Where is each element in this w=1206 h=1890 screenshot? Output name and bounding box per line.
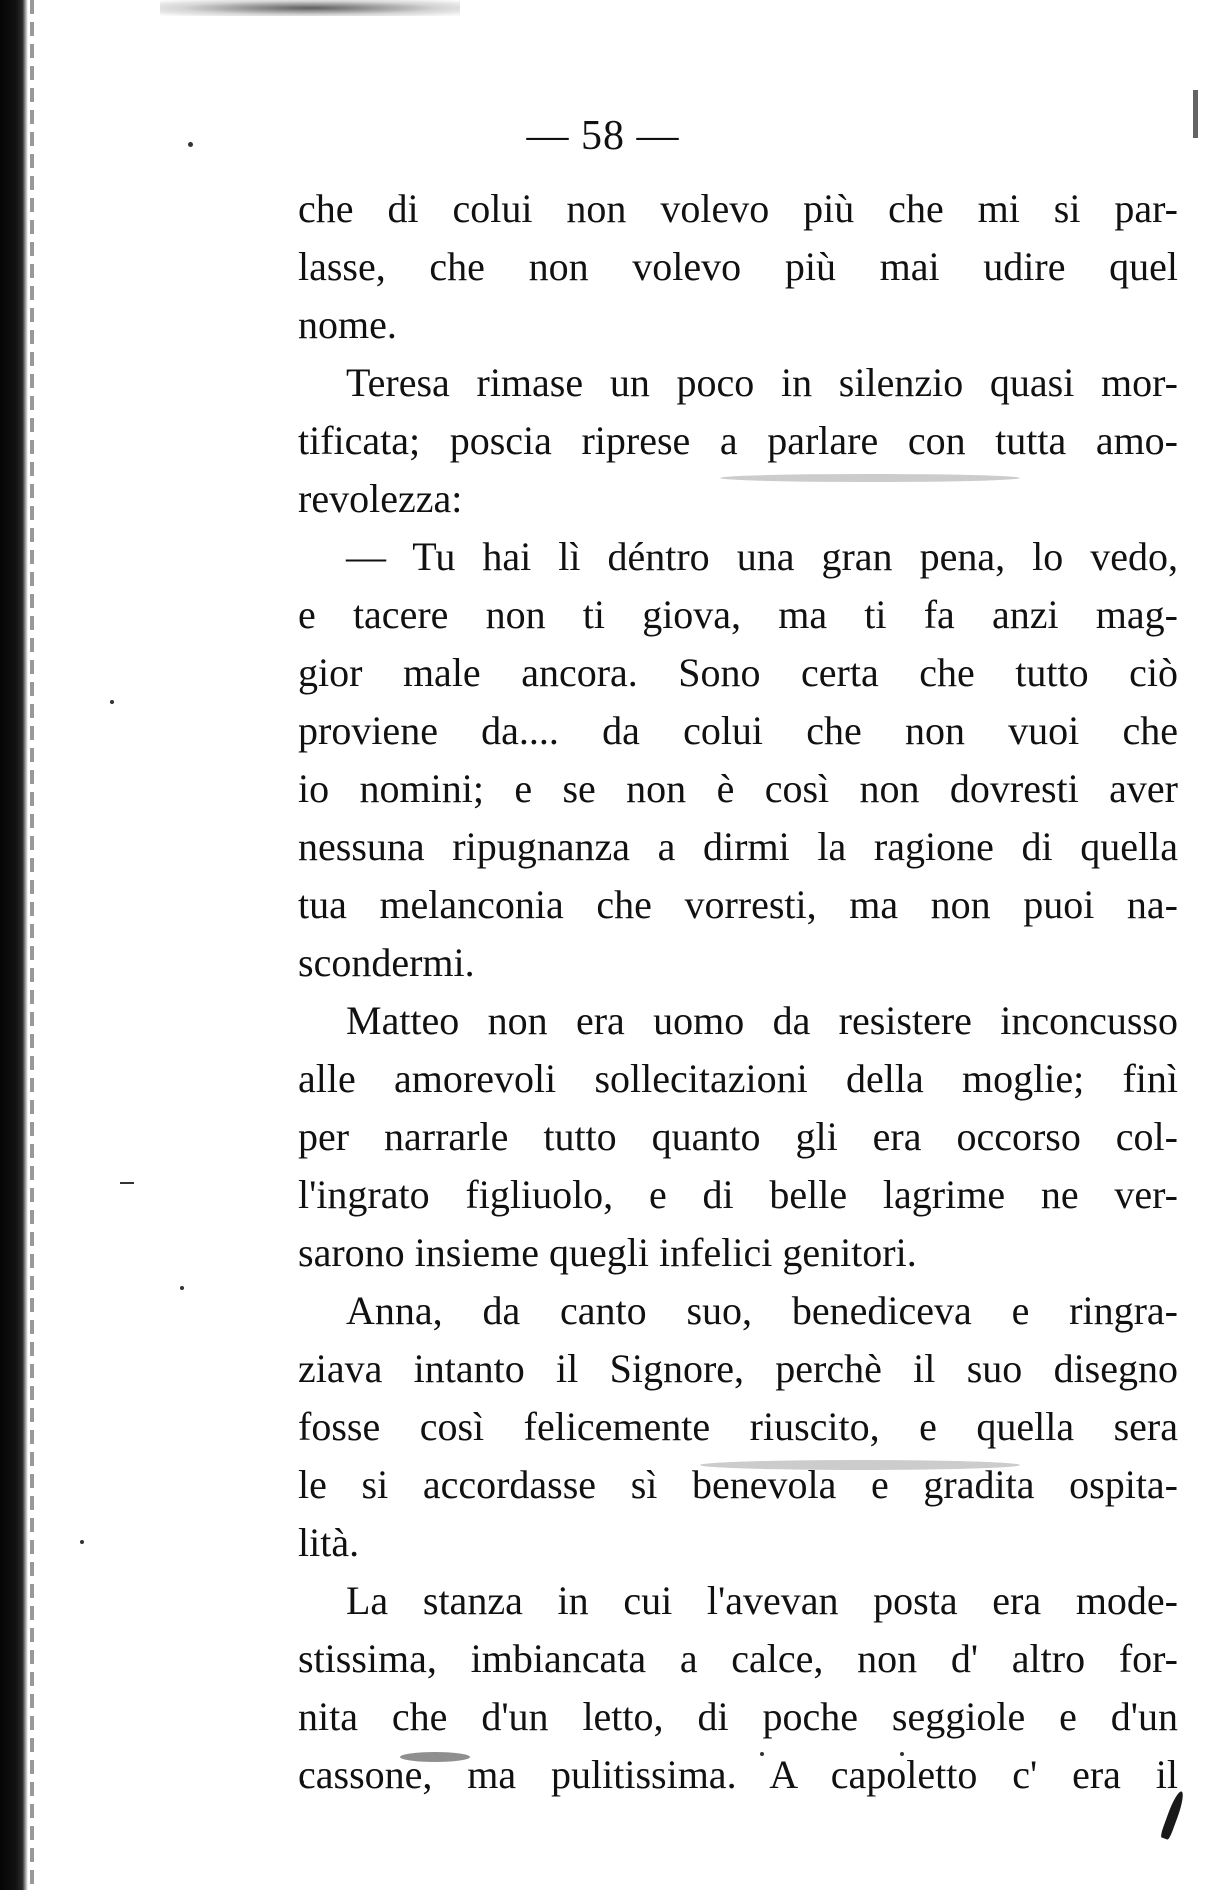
text-line: revolezza: — [298, 476, 463, 521]
paragraph-1 — [298, 180, 1178, 354]
text-line: che di colui non volevo più che mi si par- — [298, 186, 1178, 231]
text-line: gior male ancora. Sono certa che tutto ciò — [298, 650, 1178, 695]
paragraph-6 — [298, 1572, 1178, 1804]
text-line: nessuna ripugnanza a dirmi la ragione di quella — [298, 824, 1178, 869]
text-line: Matteo non era uomo da resistere inconcusso — [346, 998, 1178, 1043]
text-line: fosse così felicemente riuscito, e quella sera — [298, 1404, 1178, 1449]
paper-speck — [110, 700, 114, 704]
paragraph-2 — [298, 354, 1178, 528]
paragraph-4 — [298, 992, 1178, 1282]
text-line: l'ingrato figliuolo, e di belle lagrime ne ver- — [298, 1172, 1178, 1217]
text-line: Anna, da canto suo, benediceva e ringra- — [346, 1288, 1178, 1333]
text-line: stissima, imbiancata a calce, non d' altro for- — [298, 1636, 1178, 1681]
paper-speck — [180, 1286, 184, 1290]
binding-edge-texture — [30, 0, 34, 1890]
text-line: lità. — [298, 1520, 360, 1565]
paragraph-5 — [298, 1282, 1178, 1572]
page-number: — 58 — — [526, 113, 680, 159]
text-line: tua melanconia che vorresti, ma non puoi na- — [298, 882, 1178, 927]
paragraph-3 — [298, 528, 1178, 992]
text-line: tificata; poscia riprese a parlare con tutta amo- — [298, 418, 1178, 463]
paper-speck — [80, 1540, 84, 1544]
text-line: alle amorevoli sollecitazioni della moglie; finì — [298, 1056, 1178, 1101]
binding-shadow — [0, 0, 28, 1890]
text-line: lasse, che non volevo più mai udire quel — [298, 244, 1178, 289]
top-ink-smudge — [160, 0, 460, 16]
text-line: io nomini; e se non è così non dovresti aver — [298, 766, 1178, 811]
text-line: proviene da.... da colui che non vuoi che — [298, 708, 1178, 753]
text-line: ziava intanto il Signore, perchè il suo disegno — [298, 1346, 1178, 1391]
text-line: nita che d'un letto, di poche seggiole e d'un — [298, 1694, 1178, 1739]
text-line: — Tu hai lì déntro una gran pena, lo vedo, — [346, 534, 1178, 579]
text-line: scondermi. — [298, 940, 475, 985]
paper-speck — [120, 1182, 134, 1184]
text-line: cassone, ma pulitissima. A capoletto c' era il — [298, 1752, 1178, 1797]
text-line: nome. — [298, 302, 397, 347]
text-line: e tacere non ti giova, ma ti fa anzi mag- — [298, 592, 1178, 637]
text-line: le si accordasse sì benevola e gradita ospita- — [298, 1462, 1178, 1507]
text-line: La stanza in cui l'avevan posta era mode- — [346, 1578, 1178, 1623]
text-line: sarono insieme quegli infelici genitori. — [298, 1230, 917, 1275]
body-text — [298, 180, 1178, 1804]
text-line: Teresa rimase un poco in silenzio quasi mor- — [346, 360, 1178, 405]
text-line: per narrarle tutto quanto gli era occorso col- — [298, 1114, 1178, 1159]
